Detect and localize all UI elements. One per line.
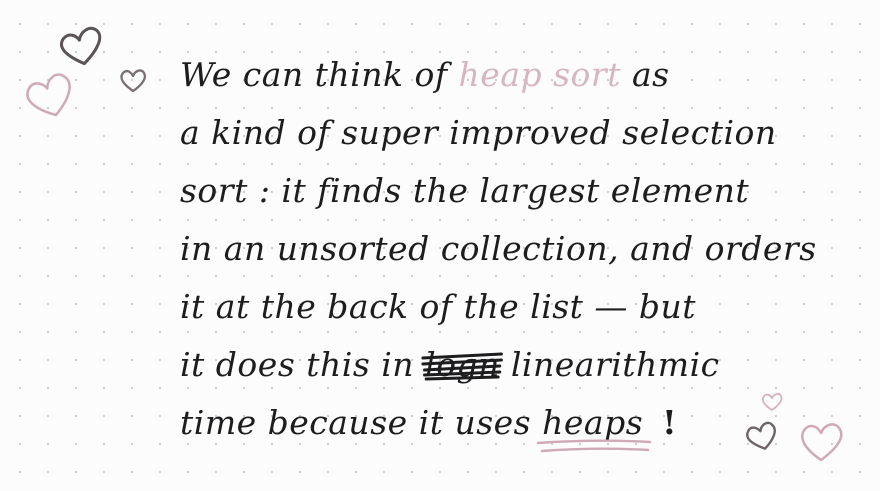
note-line-5 <box>180 278 840 336</box>
heart-icon-dark <box>56 28 106 68</box>
line-3-text: sort : it finds the largest element <box>180 171 750 210</box>
line-2-text: a kind of super improved selection <box>180 113 777 152</box>
heaps-text: heaps <box>542 403 644 442</box>
line-1-start: We can think of <box>180 55 448 94</box>
handwritten-note <box>180 46 840 452</box>
note-line-6 <box>180 336 840 394</box>
note-line-3 <box>180 162 840 220</box>
crossed-out-word <box>425 336 500 394</box>
heart-icon-small-dark <box>118 68 148 94</box>
line-7-start: time because it uses <box>180 403 532 442</box>
note-line-2 <box>180 104 840 162</box>
exclamation-mark: ! <box>662 403 678 442</box>
double-underline-icon <box>536 438 652 456</box>
line-5-text: it at the back of the list — but <box>180 287 697 326</box>
crossed-out-text: logn <box>425 345 500 384</box>
line-4-text: in an unsorted collection, and orders <box>180 229 817 268</box>
scribble-strike-icon <box>421 348 503 382</box>
line-6-start: it does this in <box>180 345 415 384</box>
heap-sort-highlight: heap sort <box>458 55 621 94</box>
line-6-end: linearithmic <box>510 345 720 384</box>
line-1-end: as <box>631 55 670 94</box>
heaps-emphasis <box>542 394 643 452</box>
note-line-7 <box>180 394 840 452</box>
heart-icon-pink-large <box>22 74 78 120</box>
note-line-1 <box>180 46 840 104</box>
note-line-4 <box>180 220 840 278</box>
